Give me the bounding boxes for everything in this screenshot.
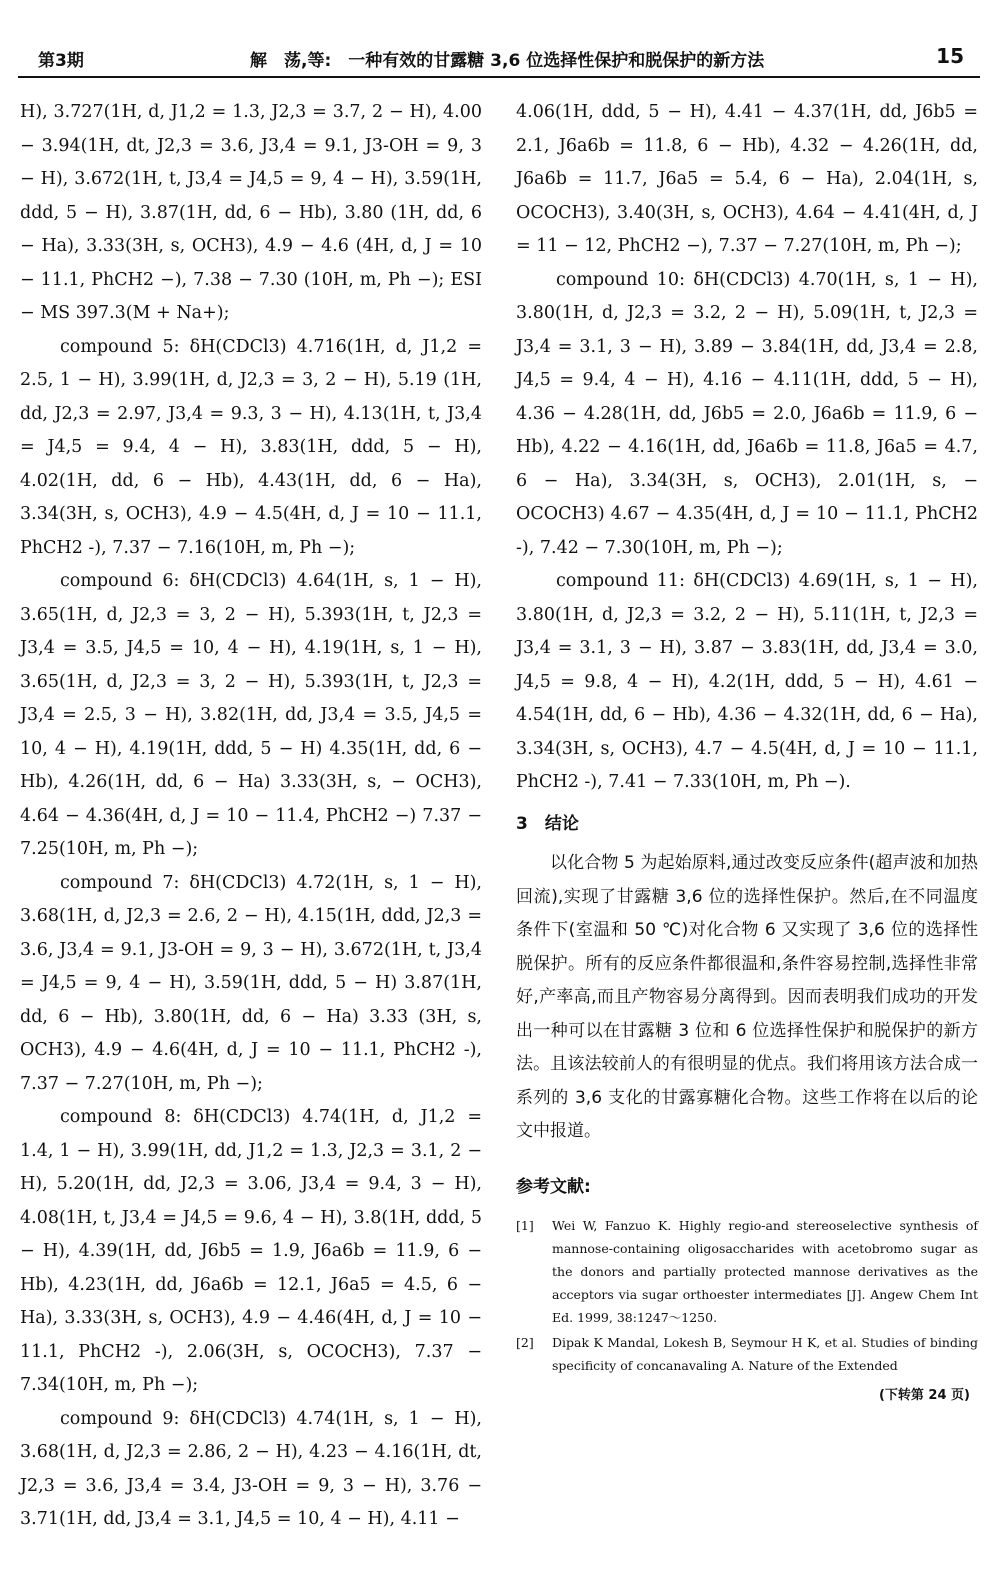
- reference-item: [516, 1214, 978, 1329]
- reference-text: Wei W, Fanzuo K. Highly regio-and stereoselective synthesis of mannose-containing oligosaccharides with acetobromo sugar as the donors and partially protected mannose derivatives as the acceptors via sugar orthoester intermediates [J]. Angew Chem Int Ed. 1999, 38:1247～1250.: [552, 1218, 978, 1325]
- nmr-paragraph: compound 10: δH(CDCl3) 4.70(1H, s, 1 − H), 3.80(1H, d, J2,3 = 3.2, 2 − H), 5.09(1H, t, J2,3 = J3,4 = 3.1, 3 − H), 3.89 − 3.84(1H, dd, J3,4 = 2.8, J4,5 = 9.4, 4 − H), 4.16 − 4.11(1H, ddd, 5 − H), 4.36 − 4.28(1H, dd, J6b5 = 2.0, J6a6b = 11.9, 6 − Hb), 4.22 − 4.16(1H, dd, J6a6b = 11.8, J6a5 = 4.7, 6 − Ha), 3.34(3H, s, OCH3), 2.01(1H, s, − OCOCH3) 4.67 − 4.35(4H, d, J = 10 − 11.1, PhCH2 -), 7.42 − 7.30(10H, m, Ph −);: [516, 269, 978, 558]
- issue-label: 第3期: [38, 51, 84, 71]
- nmr-paragraph: compound 9: δH(CDCl3) 4.74(1H, s, 1 − H), 3.68(1H, d, J2,3 = 2.86, 2 − H), 4.23 − 4.16(1H, dt, J2,3 = 3.6, J3,4 = 3.4, J3-OH = 9, 3 − H), 3.76 − 3.71(1H, dd, J3,4 = 3.1, J4,5 = 10, 4 − H), 4.11 −: [20, 1408, 482, 1529]
- reference-number: [2]: [516, 1335, 534, 1350]
- nmr-paragraph: H), 3.727(1H, d, J1,2 = 1.3, J2,3 = 3.7, 2 − H), 4.00 − 3.94(1H, dt, J2,3 = 3.6, J3,4 = 9.1, J3-OH = 9, 3 − H), 3.672(1H, t, J3,4 = J4,5 = 9, 4 − H), 3.59(1H, ddd, 5 − H), 3.87(1H, dd, 6 − Hb), 3.80 (1H, dd, 6 − Ha), 3.33(3H, s, OCH3), 4.9 − 4.6 (4H, d, J = 10 − 11.1, PhCH2 −), 7.38 − 7.30 (10H, m, Ph −); ESI − MS 397.3(M + Na+);: [20, 102, 482, 323]
- reference-item: [516, 1331, 978, 1377]
- left-column: [20, 96, 482, 1537]
- reference-text: Dipak K Mandal, Lokesh B, Seymour H K, et al. Studies of binding specificity of concanavaling A. Nature of the Extended: [552, 1335, 978, 1373]
- nmr-paragraph: compound 5: δH(CDCl3) 4.716(1H, d, J1,2 = 2.5, 1 − H), 3.99(1H, d, J2,3 = 3, 2 − H), 5.19 (1H, dd, J2,3 = 2.97, J3,4 = 9.3, 3 − H), 4.13(1H, t, J3,4 = J4,5 = 9.4, 4 − H), 3.83(1H, ddd, 5 − H), 4.02(1H, dd, 6 − Hb), 4.43(1H, dd, 6 − Ha), 3.34(3H, s, OCH3), 4.9 − 4.5(4H, d, J = 10 − 11.1, PhCH2 -), 7.37 − 7.16(10H, m, Ph −);: [20, 336, 482, 558]
- running-title: 解 荡,等: 一种有效的甘露糖 3,6 位选择性保护和脱保护的新方法: [250, 51, 765, 71]
- page-number: 15: [936, 44, 964, 68]
- section-heading: 3 结论: [516, 813, 579, 834]
- conclusion-paragraph: 以化合物 5 为起始原料,通过改变反应条件(超声波和加热回流),实现了甘露糖 3,6 位的选择性保护。然后,在不同温度条件下(室温和 50 ℃)对化合物 6 又实现了 3,6 位的选择性脱保护。所有的反应条件都很温和,条件容易控制,选择性非常好,产率高,而且产物容易分离得到。因而表明我们成功的开发出一种可以在甘露糖 3 位和 6 位选择性保护和脱保护的新方法。且该法较前人的有很明显的优点。我们将用该方法合成一系列的 3,6 支化的甘露寡糖化合物。这些工作将在以后的论文中报道。: [516, 853, 978, 1141]
- right-column: [516, 96, 978, 1413]
- running-header: [18, 42, 980, 72]
- continued-note: (下转第 24 页): [878, 1388, 970, 1403]
- nmr-paragraph: compound 7: δH(CDCl3) 4.72(1H, s, 1 − H), 3.68(1H, d, J2,3 = 2.6, 2 − H), 4.15(1H, ddd, J2,3 = 3.6, J3,4 = 9.1, J3-OH = 9, 3 − H), 3.672(1H, t, J3,4 = J4,5 = 9, 4 − H), 3.59(1H, ddd, 5 − H) 3.87(1H, dd, 6 − Hb), 3.80(1H, dd, 6 − Ha) 3.33 (3H, s, OCH3), 4.9 − 4.6(4H, d, J = 10 − 11.1, PhCH2 -), 7.37 − 7.27(10H, m, Ph −);: [20, 872, 482, 1094]
- nmr-paragraph: 4.06(1H, ddd, 5 − H), 4.41 − 4.37(1H, dd, J6b5 = 2.1, J6a6b = 11.8, 6 − Hb), 4.32 − 4.26(1H, dd, J6a6b = 11.7, J6a5 = 5.4, 6 − Ha), 2.04(1H, s, OCOCH3), 3.40(3H, s, OCH3), 4.64 − 4.41(4H, d, J = 11 − 12, PhCH2 −), 7.37 − 7.27(10H, m, Ph −);: [516, 102, 978, 256]
- header-rule: [18, 76, 980, 78]
- nmr-paragraph: compound 8: δH(CDCl3) 4.74(1H, d, J1,2 = 1.4, 1 − H), 3.99(1H, dd, J1,2 = 1.3, J2,3 = 3.1, 2 − H), 5.20(1H, dd, J2,3 = 3.06, J3,4 = 9.4, 3 − H), 4.08(1H, t, J3,4 = J4,5 = 9.6, 4 − H), 3.8(1H, ddd, 5 − H), 4.39(1H, dd, J6b5 = 1.9, J6a6b = 11.9, 6 − Hb), 4.23(1H, dd, J6a6b = 12.1, J6a5 = 4.5, 6 − Ha), 3.33(3H, s, OCH3), 4.9 − 4.46(4H, d, J = 10 − 11.1, PhCH2 -), 2.06(3H, s, OCOCH3), 7.37 − 7.34(10H, m, Ph −);: [20, 1107, 482, 1395]
- reference-number: [1]: [516, 1218, 534, 1233]
- nmr-paragraph: compound 6: δH(CDCl3) 4.64(1H, s, 1 − H), 3.65(1H, d, J2,3 = 3, 2 − H), 5.393(1H, t, J2,3 = J3,4 = 3.5, J4,5 = 10, 4 − H), 4.19(1H, s, 1 − H), 3.65(1H, d, J2,3 = 3, 2 − H), 5.393(1H, t, J2,3 = J3,4 = 2.5, 3 − H), 3.82(1H, dd, J3,4 = 3.5, J4,5 = 10, 4 − H), 4.19(1H, ddd, 5 − H) 4.35(1H, dd, 6 − Hb), 4.26(1H, dd, 6 − Ha) 3.33(3H, s, − OCH3), 4.64 − 4.36(4H, d, J = 10 − 11.4, PhCH2 −) 7.37 − 7.25(10H, m, Ph −);: [20, 571, 482, 859]
- references-heading: 参考文献:: [516, 1176, 591, 1197]
- nmr-paragraph: compound 11: δH(CDCl3) 4.69(1H, s, 1 − H), 3.80(1H, d, J2,3 = 3.2, 2 − H), 5.11(1H, t, J2,3 = J3,4 = 3.1, 3 − H), 3.87 − 3.83(1H, dd, J3,4 = 3.0, J4,5 = 9.8, 4 − H), 4.2(1H, ddd, 5 − H), 4.61 − 4.54(1H, dd, 6 − Hb), 4.36 − 4.32(1H, dd, 6 − Ha), 3.34(3H, s, OCH3), 4.7 − 4.5(4H, d, J = 10 − 11.1, PhCH2 -), 7.41 − 7.33(10H, m, Ph −).: [516, 571, 978, 792]
